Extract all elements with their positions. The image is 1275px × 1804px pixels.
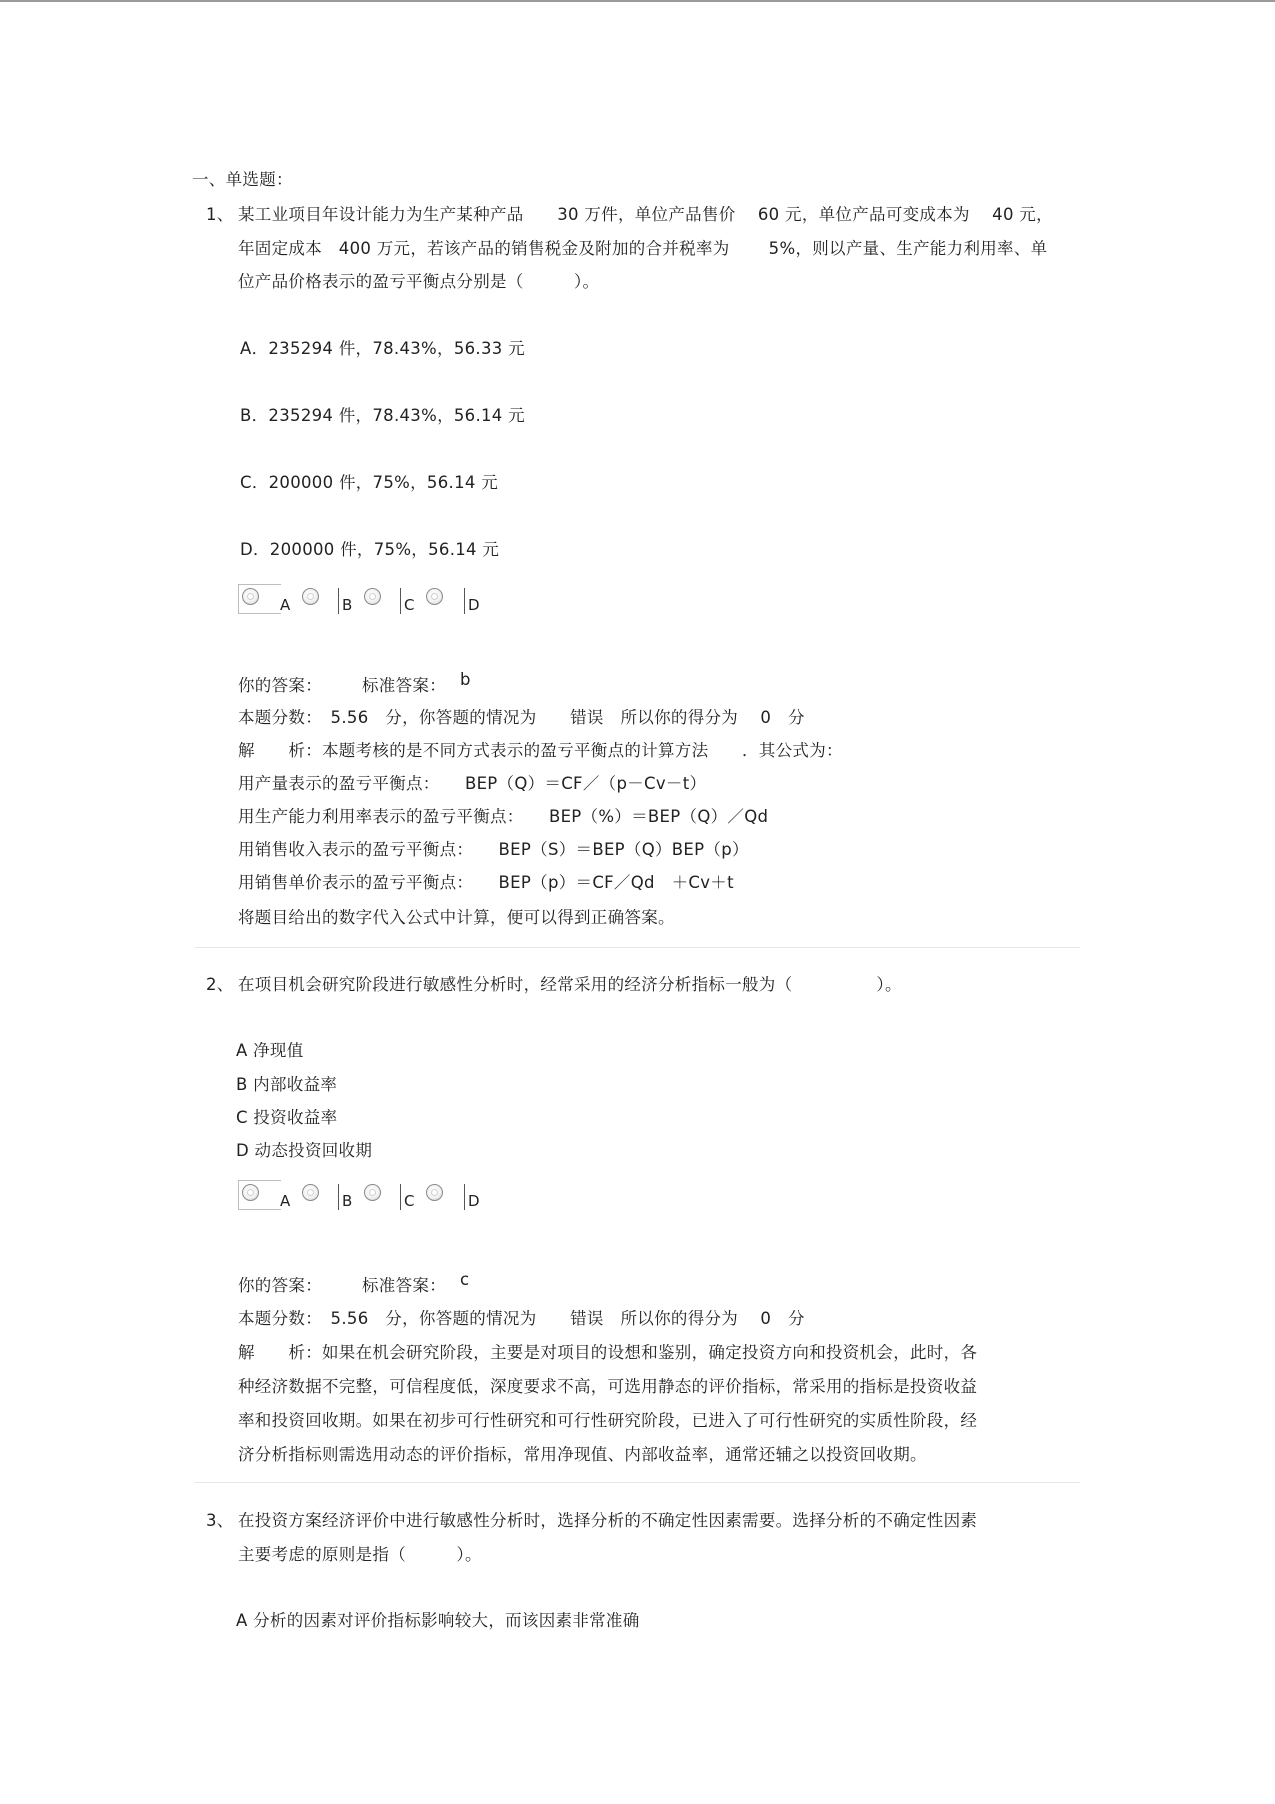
radio-label-d: D — [468, 1192, 480, 1210]
option-b: B．235294 件，78.43%，56.14 元 — [240, 406, 525, 425]
question-stem-line: 在项目机会研究阶段进行敏感性分析时，经常采用的经济分析指标一般为（ ）。 — [238, 975, 902, 994]
radio-separator — [400, 1184, 401, 1210]
section-title: 一、单选题： — [192, 170, 293, 189]
radio-label-c: C — [404, 1192, 415, 1210]
option-d: D．200000 件，75%，56.14 元 — [240, 540, 500, 559]
answer-radio-group — [238, 584, 498, 614]
radio-separator — [464, 588, 465, 614]
your-answer-label: 你的答案： — [238, 676, 322, 695]
radio-label-a: A — [280, 596, 291, 614]
radio-label-d: D — [468, 596, 480, 614]
analysis-line: 济分析指标则需选用动态的评价指标，常用净现值、内部收益率，通常还辅之以投资回收期。 — [238, 1445, 927, 1464]
radio-separator — [338, 1184, 339, 1210]
radio-label-c: C — [404, 596, 415, 614]
standard-answer-value: b — [460, 670, 471, 689]
radio-d[interactable] — [426, 588, 443, 605]
radio-d[interactable] — [426, 1184, 443, 1201]
standard-answer-value: c — [460, 1270, 470, 1289]
option-a: A．235294 件，78.43%，56.33 元 — [240, 339, 525, 358]
question-stem-line: 位产品价格表示的盈亏平衡点分别是（ ）。 — [238, 272, 600, 291]
standard-answer-label: 标准答案： — [362, 676, 446, 695]
your-answer-label: 你的答案： — [238, 1276, 322, 1295]
page-top-border — [0, 0, 1275, 2]
analysis-line: 将题目给出的数字代入公式中计算，便可以得到正确答案。 — [238, 908, 675, 927]
answer-radio-group — [238, 1180, 498, 1210]
standard-answer-label: 标准答案： — [362, 1276, 446, 1295]
analysis-line: 用生产能力利用率表示的盈亏平衡点： BEP（%）＝BEP（Q）／Qd — [238, 807, 769, 826]
option-c: C 投资收益率 — [236, 1108, 338, 1127]
analysis-line: 用产量表示的盈亏平衡点： BEP（Q）＝CF／（p－Cv－t） — [238, 774, 707, 793]
radio-b[interactable] — [302, 1184, 319, 1201]
radio-label-b: B — [342, 596, 353, 614]
analysis-line: 解 析：本题考核的是不同方式表示的盈亏平衡点的计算方法 ．其公式为： — [238, 741, 843, 760]
option-c: C．200000 件，75%，56.14 元 — [240, 473, 499, 492]
question-divider — [195, 1482, 1080, 1483]
analysis-line: 解 析：如果在机会研究阶段，主要是对项目的设想和鉴别，确定投资方向和投资机会，此时，各 — [238, 1343, 978, 1362]
question-number: 3、 — [206, 1511, 234, 1530]
radio-separator — [338, 588, 339, 614]
analysis-line: 种经济数据不完整，可信程度低，深度要求不高，可选用静态的评价指标，常采用的指标是投资收益 — [238, 1377, 978, 1396]
radio-label-b: B — [342, 1192, 353, 1210]
analysis-line: 用销售单价表示的盈亏平衡点： BEP（p）＝CF／Qd ＋Cv＋t — [238, 873, 734, 892]
radio-a[interactable] — [242, 588, 259, 605]
question-divider — [195, 947, 1080, 948]
question-stem-line: 在投资方案经济评价中进行敏感性分析时，选择分析的不确定性因素需要。选择分析的不确定性因素 — [238, 1511, 978, 1530]
radio-a[interactable] — [242, 1184, 259, 1201]
question-stem-line: 年固定成本 400 万元，若该产品的销售税金及附加的合并税率为 5%，则以产量、生产能力利用率、单 — [238, 239, 1048, 258]
question-stem-line: 主要考虑的原则是指（ ）。 — [238, 1545, 482, 1564]
radio-separator — [400, 588, 401, 614]
analysis-line: 率和投资回收期。如果在初步可行性研究和可行性研究阶段，已进入了可行性研究的实质性阶段，经 — [238, 1411, 978, 1430]
radio-b[interactable] — [302, 588, 319, 605]
score-line: 本题分数： 5.56 分，你答题的情况为 错误 所以你的得分为 0 分 — [238, 708, 805, 727]
analysis-line: 用销售收入表示的盈亏平衡点： BEP（S）＝BEP（Q）BEP（p） — [238, 840, 749, 859]
radio-separator — [464, 1184, 465, 1210]
radio-c[interactable] — [364, 588, 381, 605]
option-a: A 净现值 — [236, 1041, 304, 1060]
option-a: A 分析的因素对评价指标影响较大，而该因素非常准确 — [236, 1611, 640, 1630]
radio-label-a: A — [280, 1192, 291, 1210]
radio-c[interactable] — [364, 1184, 381, 1201]
score-line: 本题分数： 5.56 分，你答题的情况为 错误 所以你的得分为 0 分 — [238, 1309, 805, 1328]
question-stem-line: 某工业项目年设计能力为生产某种产品 30 万件，单位产品售价 60 元，单位产品可变成本为 40 元， — [238, 205, 1053, 224]
option-b: B 内部收益率 — [236, 1075, 338, 1094]
option-d: D 动态投资回收期 — [236, 1141, 373, 1160]
question-number: 2、 — [206, 975, 234, 994]
question-number: 1、 — [206, 205, 234, 224]
